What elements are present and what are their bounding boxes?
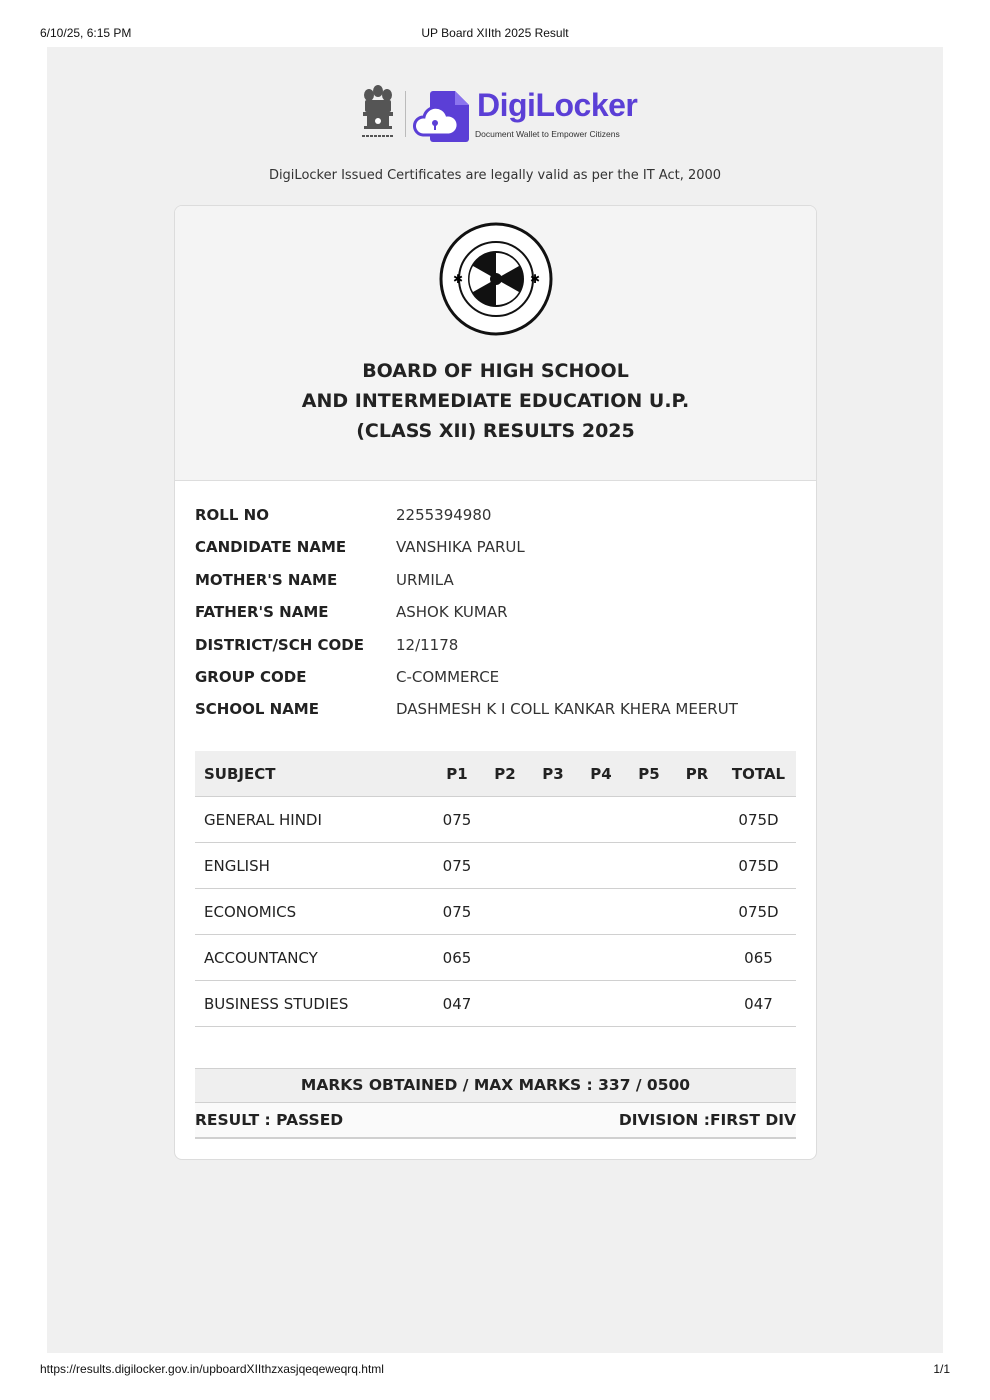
column-header: P2	[481, 751, 529, 797]
table-cell: ACCOUNTANCY	[195, 935, 433, 981]
info-row-roll-no	[195, 506, 795, 538]
board-title-line2: AND INTERMEDIATE EDUCATION U.P.	[301, 390, 690, 412]
legal-note: DigiLocker Issued Certificates are legally valid as per the IT Act, 2000	[268, 168, 722, 183]
table-cell: 065	[721, 935, 796, 981]
table-cell	[673, 935, 721, 981]
result-summary	[195, 1068, 796, 1139]
info-label: FATHER'S NAME	[195, 603, 329, 622]
info-row-school-name	[195, 700, 795, 732]
table-cell	[625, 843, 673, 889]
column-header: P5	[625, 751, 673, 797]
table-cell	[625, 889, 673, 935]
table-cell	[481, 981, 529, 1027]
info-row-candidate-name	[195, 538, 795, 570]
document-sheet	[47, 47, 943, 1353]
column-header: P4	[577, 751, 625, 797]
print-footer	[40, 1362, 950, 1376]
info-value: 12/1178	[396, 635, 459, 654]
brand-name: DigiLocker	[477, 87, 638, 123]
table-cell: 075D	[721, 843, 796, 889]
info-value: C-COMMERCE	[396, 667, 500, 686]
table-cell	[481, 935, 529, 981]
table-cell: 075	[433, 797, 481, 843]
table-cell	[625, 981, 673, 1027]
table-cell: 047	[721, 981, 796, 1027]
svg-text:✱: ✱	[453, 272, 464, 286]
table-row	[195, 843, 796, 889]
info-value: 2255394980	[396, 506, 492, 524]
board-seal-icon	[439, 222, 553, 336]
table-row	[195, 797, 796, 843]
board-title	[175, 356, 816, 446]
table-cell	[577, 935, 625, 981]
column-header: P3	[529, 751, 577, 797]
info-value: VANSHIKA PARUL	[396, 538, 525, 557]
result-status: RESULT : PASSED	[195, 1111, 344, 1129]
info-label: MOTHER'S NAME	[195, 570, 338, 589]
column-header: TOTAL	[721, 751, 796, 797]
table-cell: 047	[433, 981, 481, 1027]
digilocker-logo-icon	[413, 89, 471, 143]
print-page-title: UP Board XIIth 2025 Result	[421, 26, 569, 40]
board-title-line1: BOARD OF HIGH SCHOOL	[362, 360, 629, 382]
table-header-row	[195, 751, 796, 797]
brand-tagline: Document Wallet to Empower Citizens	[475, 129, 620, 139]
table-cell: 075	[433, 843, 481, 889]
table-cell	[673, 981, 721, 1027]
info-label: DISTRICT/SCH CODE	[195, 635, 364, 654]
table-cell	[481, 797, 529, 843]
marks-obtained-line: MARKS OBTAINED / MAX MARKS : 337 / 0500	[195, 1068, 796, 1103]
table-cell: ENGLISH	[195, 843, 433, 889]
print-header	[40, 26, 950, 40]
info-row-district-school-code	[195, 636, 795, 668]
table-cell	[673, 843, 721, 889]
division-status: DIVISION :FIRST DIV	[618, 1111, 796, 1129]
card-header	[175, 206, 816, 481]
table-cell	[577, 797, 625, 843]
marks-table	[195, 751, 796, 1027]
table-cell	[577, 843, 625, 889]
info-label: SCHOOL NAME	[195, 700, 319, 719]
table-cell	[529, 981, 577, 1027]
info-label: GROUP CODE	[195, 667, 307, 686]
info-label: ROLL NO	[195, 506, 269, 524]
result-card	[174, 205, 817, 1160]
table-cell	[577, 981, 625, 1027]
info-row-fathers-name	[195, 603, 795, 635]
table-cell	[529, 843, 577, 889]
table-cell: 065	[433, 935, 481, 981]
info-value: URMILA	[396, 570, 454, 589]
table-cell	[481, 843, 529, 889]
info-label: CANDIDATE NAME	[195, 538, 347, 557]
brand-divider	[405, 91, 406, 137]
print-url: https://results.digilocker.gov.in/upboardXIIthzxasjqeqeweqrq.html	[40, 1362, 384, 1376]
table-cell	[529, 889, 577, 935]
candidate-info	[195, 506, 795, 733]
column-header: SUBJECT	[195, 751, 433, 797]
result-row	[195, 1103, 796, 1139]
digilocker-brand	[359, 83, 649, 147]
table-cell	[529, 797, 577, 843]
table-cell	[481, 889, 529, 935]
table-cell	[673, 797, 721, 843]
table-cell: 075	[433, 889, 481, 935]
table-cell: 075D	[721, 797, 796, 843]
table-row	[195, 935, 796, 981]
info-value: DASHMESH K I COLL KANKAR KHERA MEERUT	[396, 700, 738, 719]
table-cell	[529, 935, 577, 981]
table-cell: GENERAL HINDI	[195, 797, 433, 843]
info-row-group-code	[195, 668, 795, 700]
print-page-number: 1/1	[933, 1362, 950, 1376]
info-row-mothers-name	[195, 571, 795, 603]
table-cell	[577, 889, 625, 935]
print-datetime: 6/10/25, 6:15 PM	[40, 26, 132, 40]
table-cell: ECONOMICS	[195, 889, 433, 935]
column-header: P1	[433, 751, 481, 797]
national-emblem-icon	[359, 83, 397, 145]
table-cell	[625, 935, 673, 981]
table-cell: 075D	[721, 889, 796, 935]
table-row	[195, 981, 796, 1027]
table-row	[195, 889, 796, 935]
table-cell	[625, 797, 673, 843]
board-title-line3: (CLASS XII) RESULTS 2025	[356, 420, 635, 442]
svg-text:✱: ✱	[530, 272, 541, 286]
table-cell: BUSINESS STUDIES	[195, 981, 433, 1027]
info-value: ASHOK KUMAR	[396, 603, 508, 622]
column-header: PR	[673, 751, 721, 797]
table-cell	[673, 889, 721, 935]
